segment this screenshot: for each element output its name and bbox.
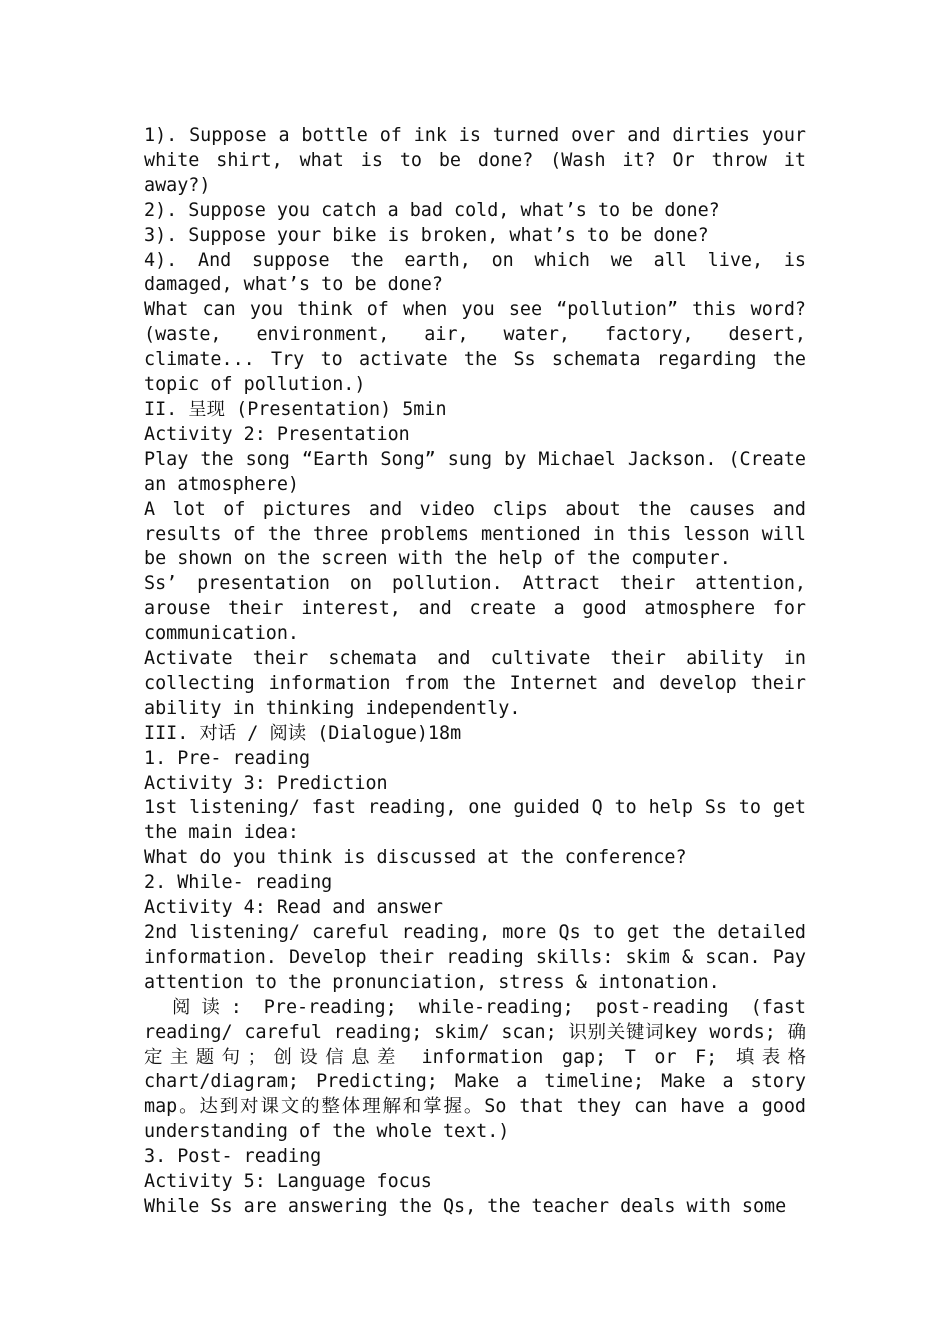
line-suppose-cold: 2). Suppose you catch a bad cold, what’s to be done? [144, 199, 720, 221]
document-page [144, 124, 806, 1220]
paragraph-second-listening: 2nd listening/ careful reading, more Qs to get the detailed information. Develop their reading skills: skim & scan. Pay attention to the pronunciation, stress & intonation. [144, 922, 806, 993]
section-heading-dialogue: III. 对话 / 阅读 (Dialogue)18m [144, 722, 462, 744]
post-reading-heading: 3. Post- reading [144, 1146, 322, 1168]
activity-5-heading: Activity 5: Language focus [144, 1171, 432, 1193]
activity-3-heading: Activity 3: Prediction [144, 772, 388, 794]
paragraph-suppose-ink: 1). Suppose a bottle of ink is turned over and dirties your white shirt, what is to be done? (Wash it? Or throw it away?) [144, 125, 806, 196]
line-conference-question: What do you think is discussed at the conference? [144, 847, 687, 869]
paragraph-activate-schemata: Activate their schemata and cultivate their ability in collecting information from the Internet and develop their ability in thinking independently. [144, 648, 806, 719]
activity-4-heading: Activity 4: Read and answer [144, 897, 443, 919]
paragraph-pollution-question: What can you think of when you see “pollution” this word? (waste, environment, air, water, factory, desert, climate... Try to activate the Ss schemata regarding the topic of pollution.) [144, 299, 806, 396]
paragraph-ss-presentation: Ss’ presentation on pollution. Attract their attention, arouse their interest, and create a good atmosphere for communication. [144, 573, 806, 645]
section-heading-presentation: II. 呈现 (Presentation) 5min [144, 398, 447, 420]
paragraph-reading-methods: 阅读: Pre-reading; while-reading; post-reading (fast reading/ careful reading; skim/ scan; 识别关键词key words; 确定主题句；创设信息差 information gap; T or F; 填表格chart/diagram; Predicting; Make a timeline; Make a story map。达到对课文的整体理解和掌握。So that they can have a good understanding of the whole text.) [144, 996, 806, 1143]
while-reading-heading: 2. While- reading [144, 872, 333, 894]
paragraph-pictures-video: A lot of pictures and video clips about the causes and results of the three problems mentioned in this lesson will be shown on the screen with the help of the computer. [144, 498, 806, 570]
pre-reading-heading: 1. Pre- reading [144, 747, 311, 769]
line-language-focus: While Ss are answering the Qs, the teacher deals with some [144, 1195, 787, 1217]
activity-2-heading: Activity 2: Presentation [144, 423, 410, 445]
line-suppose-bike: 3). Suppose your bike is broken, what’s to be done? [144, 224, 709, 246]
paragraph-first-listening: 1st listening/ fast reading, one guided Q to help Ss to get the main idea: [144, 797, 806, 844]
paragraph-suppose-earth: 4). And suppose the earth, on which we all live, is damaged, what’s to be done? [144, 249, 806, 296]
paragraph-earth-song: Play the song “Earth Song” sung by Michael Jackson. (Create an atmosphere) [144, 448, 806, 495]
